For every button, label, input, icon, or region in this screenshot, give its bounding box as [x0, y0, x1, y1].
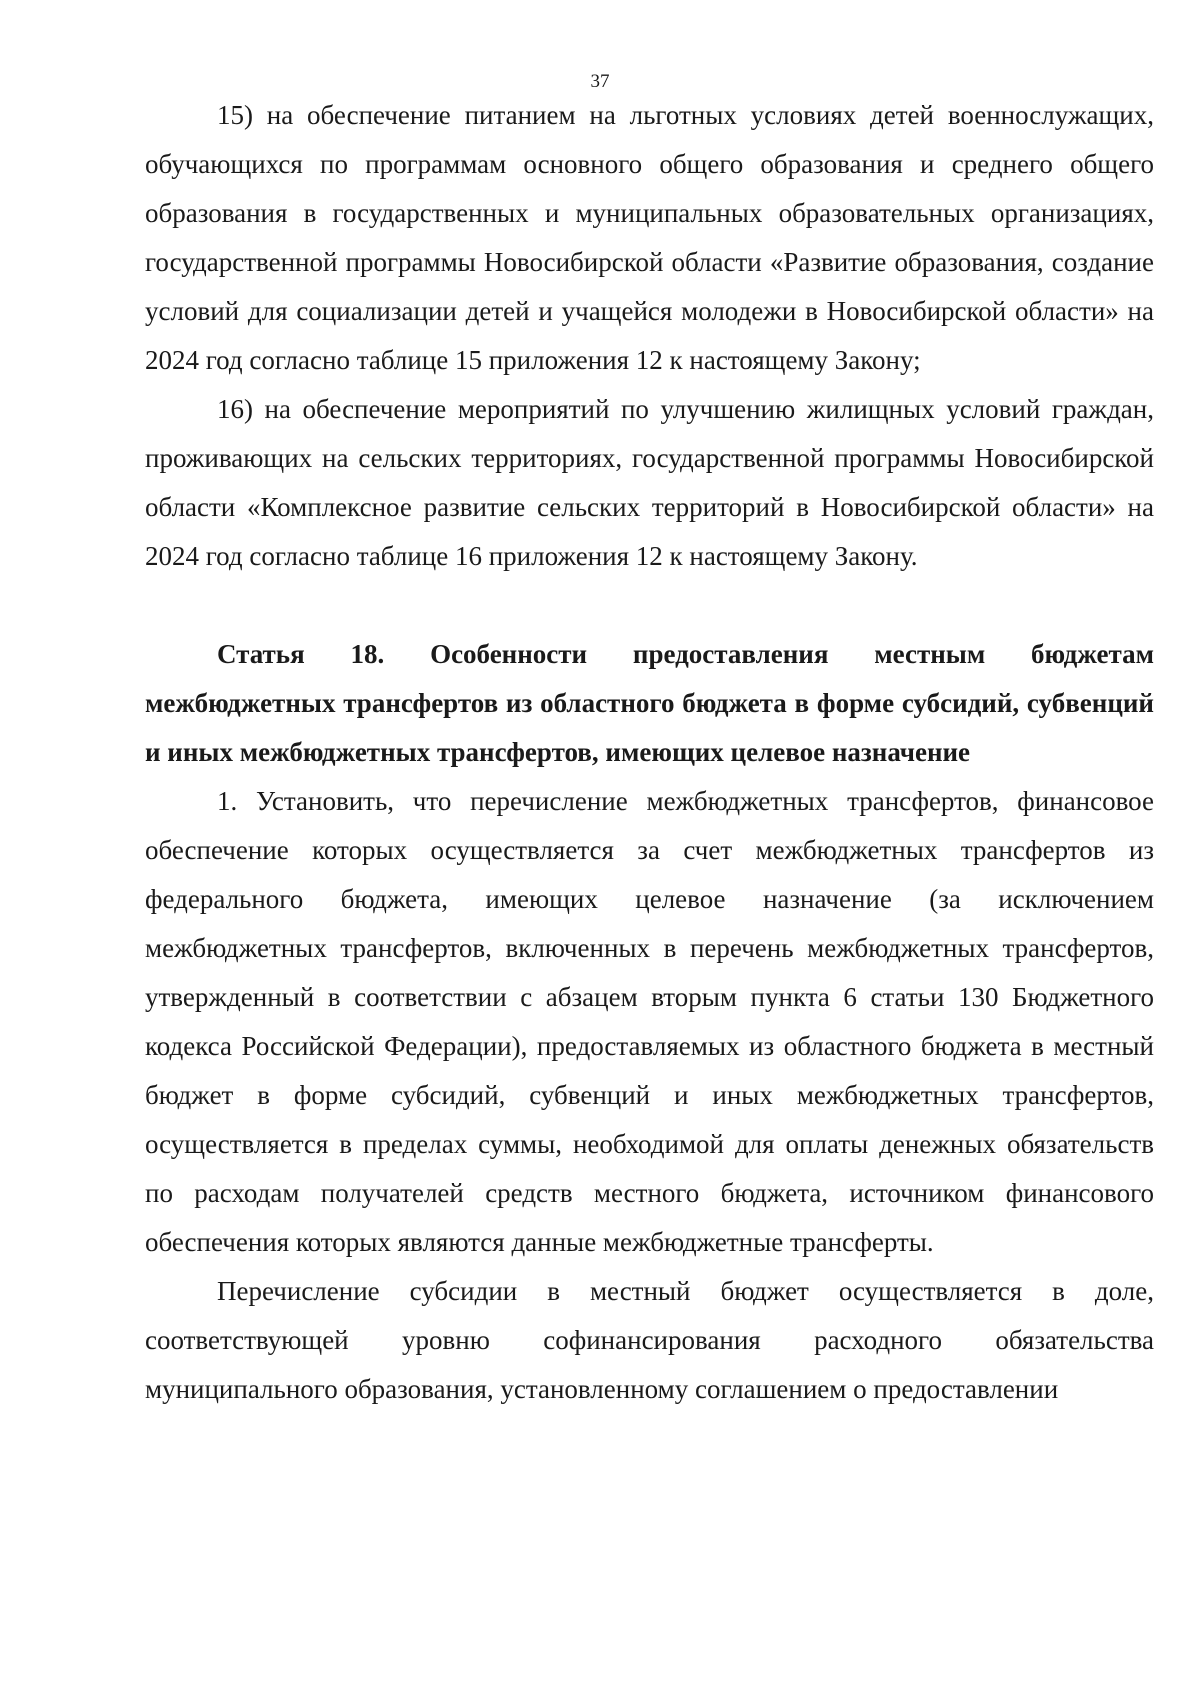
document-body — [145, 91, 1154, 1414]
article-heading: Статья 18. Особенности предоставления местным бюджетам межбюджетных трансфертов из областного бюджета в форме субсидий, субвенций и иных межбюджетных трансфертов, имеющих целевое назначение — [145, 639, 1154, 767]
section-spacer — [145, 581, 1154, 630]
paragraph-clause-1: 1. Установить, что перечисление межбюджетных трансфертов, финансовое обеспечение которых осуществляется за счет межбюджетных трансфертов из федерального бюджета, имеющих целевое назначение (за исключением межбюджетных трансфертов, включенных в перечень межбюджетных трансфертов, утвержденный в соответствии с абзацем вторым пункта 6 статьи 130 Бюджетного кодекса Российской Федерации), предоставляемых из областного бюджета в местный бюджет в форме субсидий, субвенций и иных межбюджетных трансфертов, осуществляется в пределах суммы, необходимой для оплаты денежных обязательств по расходам получателей средств местного бюджета, источником финансового обеспечения которых являются данные межбюджетные трансферты. — [145, 786, 1154, 1257]
paragraph-subsidy-transfer: Перечисление субсидии в местный бюджет осуществляется в доле, соответствующей уровню софинансирования расходного обязательства муниципального образования, установленному соглашением о предоставлении — [145, 1276, 1154, 1404]
paragraph-item-15: 15) на обеспечение питанием на льготных условиях детей военнослужащих, обучающихся по программам основного общего образования и среднего общего образования в государственных и муниципальных образовательных организациях, государственной программы Новосибирской области «Развитие образования, создание условий для социализации детей и учащейся молодежи в Новосибирской области» на 2024 год согласно таблице 15 приложения 12 к настоящему Закону; — [145, 100, 1154, 375]
paragraph-item-16: 16) на обеспечение мероприятий по улучшению жилищных условий граждан, проживающих на сельских территориях, государственной программы Новосибирской области «Комплексное развитие сельских территорий в Новосибирской области» на 2024 год согласно таблице 16 приложения 12 к настоящему Закону. — [145, 394, 1154, 571]
page-number: 37 — [590, 71, 610, 92]
